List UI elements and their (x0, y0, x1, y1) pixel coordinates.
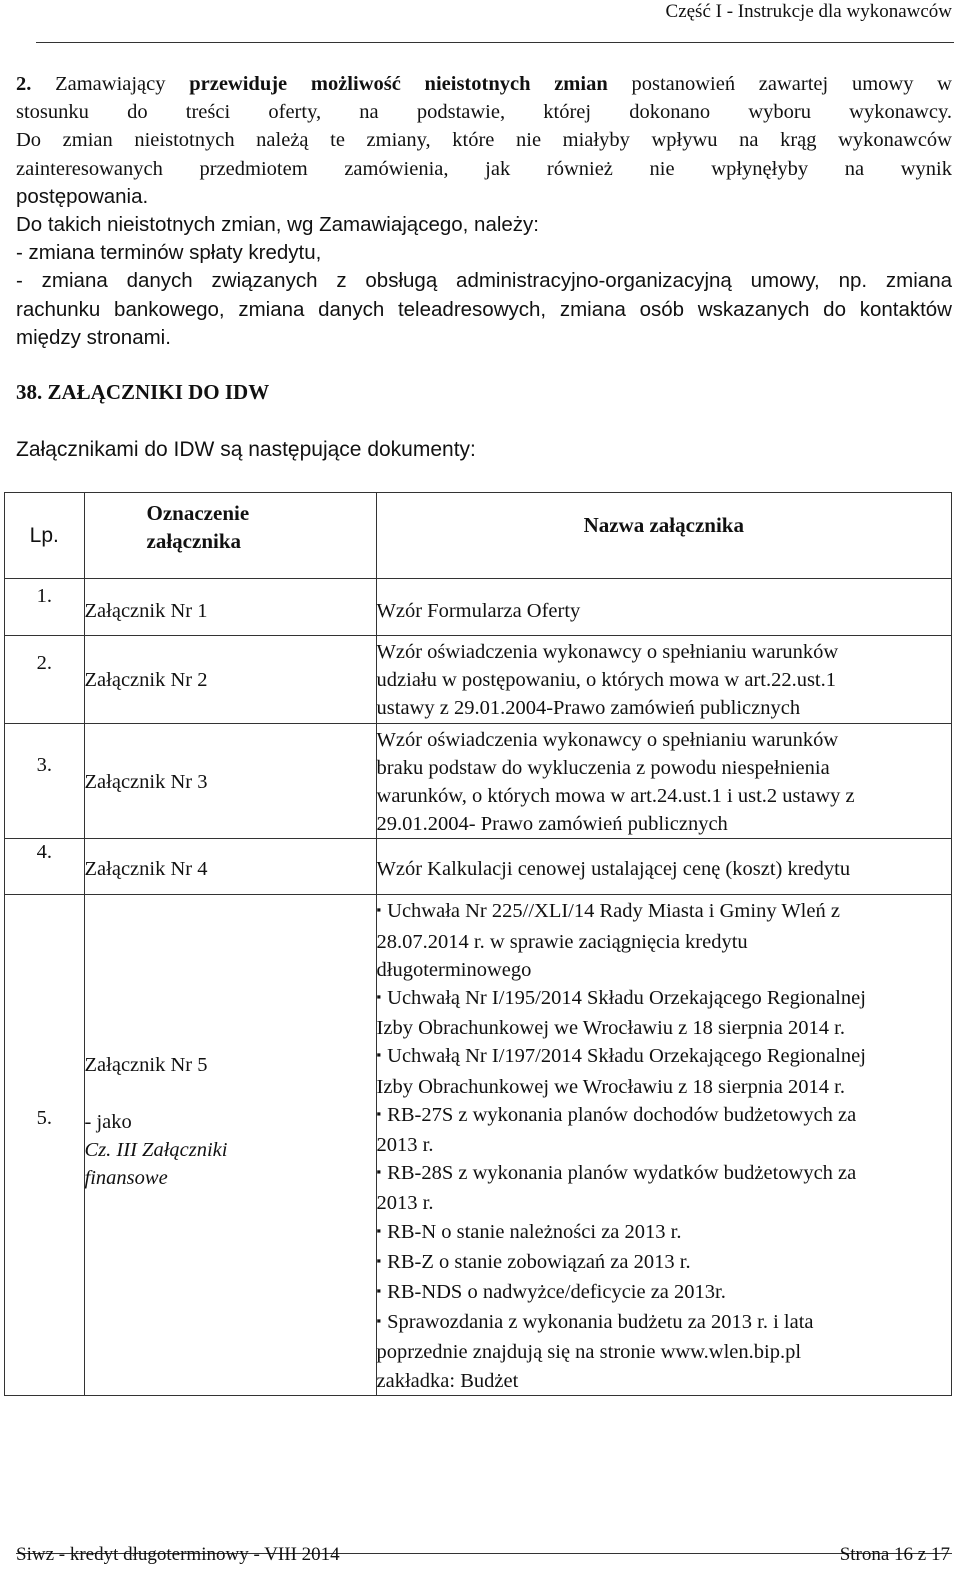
para-line (16, 70, 952, 98)
table-row (5, 839, 952, 895)
para-line: - zmiana terminów spłaty kredytu, (16, 241, 322, 265)
list-item: ▪ Uchwała Nr 225//XLI/14 Rady Miasta i Gminy Wleń z (377, 897, 951, 927)
table-row (5, 723, 952, 839)
header-lp: Lp. (5, 493, 85, 579)
list-item: ▪ Uchwałą Nr I/197/2014 Składu Orzekającego Regionalnej (377, 1042, 951, 1072)
header-divider (36, 42, 954, 43)
text-line: zakładka: Budżet (376, 1369, 519, 1392)
para-line: Do zmian nieistotnych należą te zmiany, które nie miałyby wpływu na krąg wykonawców (16, 129, 952, 152)
text-line: 2013 r. (376, 1134, 434, 1157)
text-line: finansowe (84, 1167, 168, 1190)
list-item: ▪ RB-Z o stanie zobowiązań za 2013 r. (377, 1248, 951, 1278)
cell-nazwa (376, 723, 951, 839)
cell-oznaczenie (84, 895, 376, 1395)
text-line: warunków, o których mowa w art.24.ust.1 i ust.2 ustawy z (376, 785, 855, 808)
header-line: załącznika (146, 529, 242, 553)
list-item: ▪ RB-28S z wykonania planów wydatków budżetowych za (377, 1159, 951, 1189)
cell-nazwa (376, 636, 951, 724)
para-line: stosunku do treści oferty, na podstawie, której dokonano wyboru wykonawcy. (16, 101, 952, 124)
section-2 (16, 70, 952, 352)
text-line: długoterminowego (376, 958, 532, 981)
cell-nazwa (376, 895, 951, 1395)
item-number: 2. (16, 73, 32, 95)
cell-lp: 3. (5, 723, 85, 839)
text-line: Wzór oświadczenia wykonawcy o spełnianiu warunków (376, 728, 839, 751)
para-line: postępowania. (16, 184, 149, 208)
cell-lp: 2. (5, 636, 85, 724)
para-line: Do takich nieistotnych zmian, wg Zamawiającego, należy: (16, 213, 539, 237)
header-line: Oznaczenie (146, 501, 250, 525)
table-row (5, 895, 952, 1395)
list-item: ▪ Sprawozdania z wykonania budżetu za 2013 r. i lata (377, 1308, 951, 1338)
text-line: - jako (84, 1110, 132, 1133)
text-line: Izby Obrachunkowej we Wrocławiu z 18 sierpnia 2014 r. (376, 1017, 845, 1040)
text-line: ustawy z 29.01.2004-Prawo zamówień publicznych (376, 697, 801, 720)
list-item: ▪ RB-27S z wykonania planów dochodów budżetowych za (377, 1101, 951, 1131)
para-line: - zmiana danych związanych z obsługą administracyjno-organizacyjną umowy, np. zmiana (16, 269, 952, 293)
cell-oznaczenie: Załącznik Nr 1 (84, 579, 376, 636)
list-item: ▪ Uchwałą Nr I/195/2014 Składu Orzekającego Regionalnej (377, 984, 951, 1014)
text-line: 2013 r. (376, 1192, 434, 1215)
cell-lp: 1. (5, 579, 85, 636)
section-38-heading: 38. ZAŁĄCZNIKI DO IDW (16, 380, 270, 404)
para-line: między stronami. (16, 325, 171, 349)
text: Zamawiający (31, 73, 190, 95)
text-line: Cz. III Załączniki (84, 1138, 228, 1161)
attachments-table (4, 492, 952, 1396)
list-item: ▪ RB-N o stanie należności za 2013 r. (377, 1218, 951, 1248)
text-line: Załącznik Nr 5 (84, 1054, 208, 1077)
cell-oznaczenie: Załącznik Nr 4 (84, 839, 376, 895)
table-row (5, 636, 952, 724)
page-header: Część I - Instrukcje dla wykonawców (665, 1, 952, 22)
text-line: Wzór oświadczenia wykonawcy o spełnianiu warunków (376, 641, 839, 663)
section-38-intro: Załącznikami do IDW są następujące dokumenty: (16, 438, 476, 461)
cell-oznaczenie: Załącznik Nr 2 (84, 636, 376, 724)
table-row (5, 579, 952, 636)
text-line: 28.07.2014 r. w sprawie zaciągnięcia kredytu (376, 930, 748, 953)
spacer (85, 1080, 376, 1108)
cell-lp: 5. (5, 895, 85, 1395)
text-line: braku podstaw do wykluczenia z powodu niespełnienia (376, 756, 830, 779)
cell-lp: 4. (5, 839, 85, 895)
footer-left: Siwz - kredyt długoterminowy - VIII 2014 (16, 1544, 340, 1565)
header-oznaczenie (84, 493, 376, 579)
bold-text: przewiduje możliwość nieistotnych zmian (189, 73, 608, 95)
text-line: 29.01.2004- Prawo zamówień publicznych (376, 813, 728, 836)
cell-nazwa: Wzór Formularza Oferty (376, 579, 951, 636)
para-line: rachunku bankowego, zmiana danych teleadresowych, zmiana osób wskazanych do kontaktów (16, 297, 952, 321)
table-header-row (5, 493, 952, 579)
text-line: Izby Obrachunkowej we Wrocławiu z 18 sierpnia 2014 r. (376, 1075, 845, 1098)
para-line: zainteresowanych przedmiotem zamówienia, jak również nie wpłynęłyby na wynik (16, 157, 952, 180)
header-nazwa: Nazwa załącznika (376, 493, 951, 579)
footer-page-number: Strona 16 z 17 (839, 1544, 950, 1565)
cell-oznaczenie: Załącznik Nr 3 (84, 723, 376, 839)
text: postanowień zawartej umowy w (607, 73, 952, 95)
text-line: poprzednie znajdują się na stronie www.wlen.bip.pl (376, 1341, 802, 1364)
text-line: udziału w postępowaniu, o których mowa w art.22.ust.1 (376, 669, 836, 692)
list-item: ▪ RB-NDS o nadwyżce/deficycie za 2013r. (377, 1278, 951, 1308)
cell-nazwa: Wzór Kalkulacji cenowej ustalającej cenę (koszt) kredytu (376, 839, 951, 895)
